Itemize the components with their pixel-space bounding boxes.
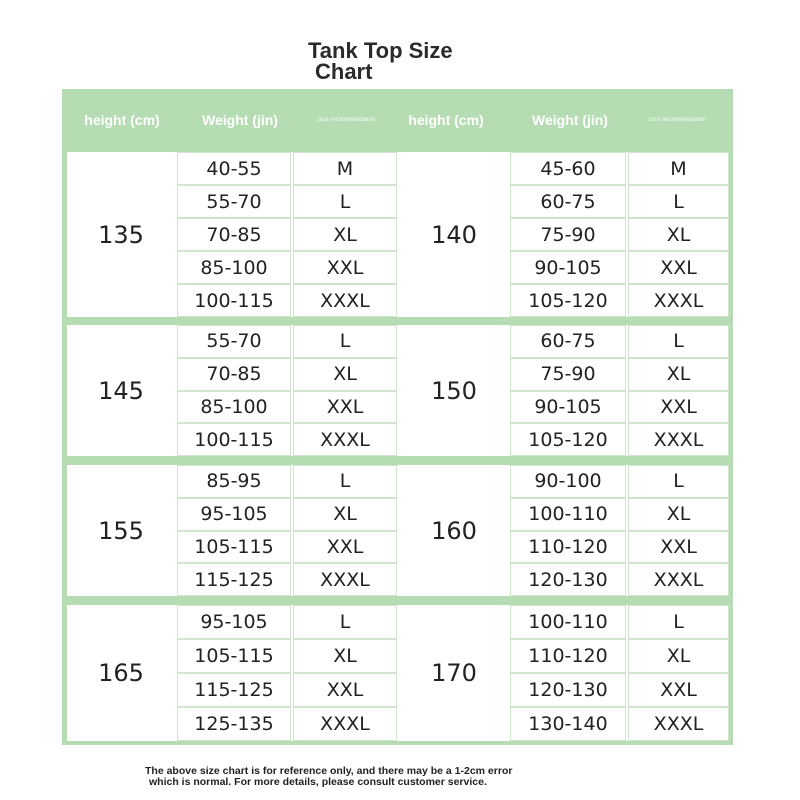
- height-value-right: 160: [400, 465, 508, 596]
- size-cell: XXL: [293, 531, 397, 564]
- header-size-right: Size recommendation: [648, 117, 707, 123]
- weight-range-cell: 100-110: [510, 498, 626, 531]
- weight-range-cell: 55-70: [177, 185, 291, 218]
- weight-range-cell: 95-105: [177, 605, 291, 639]
- header-weight-right: Weight (jin): [532, 112, 608, 128]
- size-cell: XL: [293, 358, 397, 391]
- weight-range-cell: 115-125: [177, 563, 291, 596]
- weight-range-cell: 70-85: [177, 358, 291, 391]
- weight-range-cell: 90-105: [510, 391, 626, 424]
- size-group: [67, 152, 729, 317]
- size-cell: XXXL: [628, 423, 729, 456]
- size-cell: L: [628, 325, 729, 358]
- size-cell: XL: [293, 639, 397, 673]
- weight-range-cell: 100-115: [177, 423, 291, 456]
- title-line-2: Chart: [315, 59, 373, 84]
- disclaimer-note: [145, 766, 665, 788]
- size-cell: XXL: [628, 673, 729, 707]
- title-line-1: Tank Top Size: [308, 38, 453, 63]
- height-value-left: 165: [67, 605, 175, 741]
- weight-range-cell: 105-120: [510, 284, 626, 317]
- size-group: [67, 465, 729, 596]
- header-height-left: height (cm): [84, 112, 160, 128]
- size-cell: XXL: [628, 251, 729, 284]
- disclaimer-line-2: which is normal. For more details, please consult customer service.: [149, 776, 487, 788]
- weight-range-cell: 85-100: [177, 251, 291, 284]
- size-cell: XXXL: [293, 707, 397, 741]
- weight-range-cell: 125-135: [177, 707, 291, 741]
- weight-range-cell: 120-130: [510, 563, 626, 596]
- weight-range-cell: 110-120: [510, 639, 626, 673]
- height-value-right: 140: [400, 152, 508, 317]
- size-cell: XXXL: [293, 423, 397, 456]
- weight-range-cell: 90-105: [510, 251, 626, 284]
- weight-range-cell: 100-115: [177, 284, 291, 317]
- header-size-left: Size recommendation: [316, 117, 376, 123]
- height-value-right: 170: [400, 605, 508, 741]
- page-title: [308, 40, 508, 82]
- size-cell: L: [293, 465, 397, 498]
- weight-range-cell: 115-125: [177, 673, 291, 707]
- size-cell: XXL: [628, 531, 729, 564]
- weight-range-cell: 75-90: [510, 358, 626, 391]
- size-cell: XL: [628, 358, 729, 391]
- height-value-left: 145: [67, 325, 175, 456]
- size-cell: XXXL: [628, 284, 729, 317]
- weight-range-cell: 60-75: [510, 185, 626, 218]
- weight-range-cell: 105-120: [510, 423, 626, 456]
- weight-range-cell: 85-100: [177, 391, 291, 424]
- disclaimer-line-1: The above size chart is for reference only, and there may be a 1-2cm error: [145, 765, 513, 777]
- size-cell: XL: [628, 218, 729, 251]
- size-cell: XL: [293, 218, 397, 251]
- weight-range-cell: 45-60: [510, 152, 626, 185]
- height-value-left: 135: [67, 152, 175, 317]
- size-cell: XL: [293, 498, 397, 531]
- size-cell: XXL: [628, 391, 729, 424]
- size-cell: XXL: [293, 673, 397, 707]
- size-cell: XXL: [293, 391, 397, 424]
- size-cell: XXXL: [293, 563, 397, 596]
- size-cell: XXXL: [293, 284, 397, 317]
- header-weight-left: Weight (jin): [202, 112, 278, 128]
- weight-range-cell: 120-130: [510, 673, 626, 707]
- weight-range-cell: 55-70: [177, 325, 291, 358]
- size-group: [67, 605, 729, 741]
- height-value-left: 155: [67, 465, 175, 596]
- size-cell: XXXL: [628, 707, 729, 741]
- weight-range-cell: 60-75: [510, 325, 626, 358]
- weight-range-cell: 85-95: [177, 465, 291, 498]
- size-cell: M: [628, 152, 729, 185]
- header-height-right: height (cm): [408, 112, 484, 128]
- size-cell: XL: [628, 498, 729, 531]
- weight-range-cell: 130-140: [510, 707, 626, 741]
- weight-range-cell: 105-115: [177, 531, 291, 564]
- size-cell: M: [293, 152, 397, 185]
- size-cell: L: [293, 605, 397, 639]
- weight-range-cell: 95-105: [177, 498, 291, 531]
- size-cell: XXXL: [628, 563, 729, 596]
- size-cell: L: [628, 605, 729, 639]
- size-cell: XXL: [293, 251, 397, 284]
- weight-range-cell: 40-55: [177, 152, 291, 185]
- weight-range-cell: 75-90: [510, 218, 626, 251]
- size-cell: L: [293, 325, 397, 358]
- weight-range-cell: 70-85: [177, 218, 291, 251]
- size-cell: L: [293, 185, 397, 218]
- size-cell: XL: [628, 639, 729, 673]
- size-chart-table: [62, 89, 733, 745]
- size-cell: L: [628, 185, 729, 218]
- weight-range-cell: 90-100: [510, 465, 626, 498]
- size-cell: L: [628, 465, 729, 498]
- height-value-right: 150: [400, 325, 508, 456]
- weight-range-cell: 110-120: [510, 531, 626, 564]
- weight-range-cell: 100-110: [510, 605, 626, 639]
- size-group: [67, 325, 729, 456]
- weight-range-cell: 105-115: [177, 639, 291, 673]
